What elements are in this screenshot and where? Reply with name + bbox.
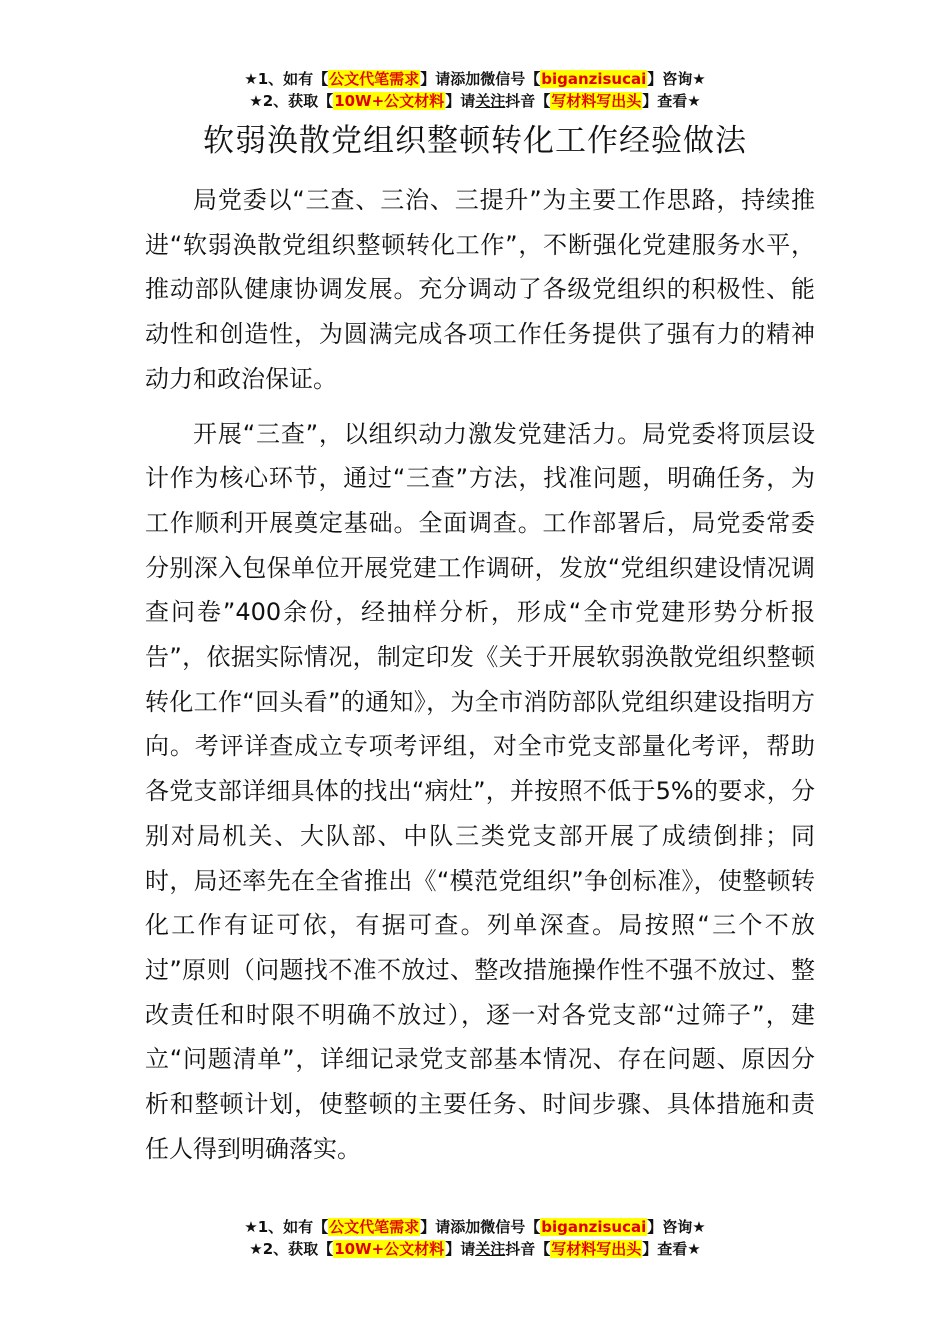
promo-highlight-materials: 10W+公文材料 [334, 92, 445, 110]
promo-highlight-wechat-id: biganzisucai [541, 70, 647, 88]
promo-highlight-materials: 10W+公文材料 [334, 1240, 445, 1258]
footer-promo-banner [0, 1216, 950, 1260]
promo-line-1 [0, 68, 950, 90]
promo-highlight-wechat-id: biganzisucai [541, 1218, 647, 1236]
paragraph: 开展“三查”，以组织动力激发党建活力。局党委将顶层设计作为核心环节，通过“三查”方法，找准问题，明确任务，为工作顺利开展奠定基础。全面调查。工作部署后，局党委常委分别深入包保单位开展党建工作调研，发放“党组织建设情况调查问卷”400余份，经抽样分析，形成“全市党建形势分析报告”，依据实际情况，制定印发《关于开展软弱涣散党组织整顿转化工作“回头看”的通知》，为全市消防部队党组织建设指明方向。考评详查成立专项考评组，对全市党支部量化考评，帮助各党支部详细具体的找出“病灶”，并按照不低于5%的要求，分别对局机关、大队部、中队三类党支部开展了成绩倒排；同时，局还率先在全省推出《“模范党组织”争创标准》，使整顿转化工作有证可依，有据可查。列单深查。局按照“三个不放过”原则（问题找不准不放过、整改措施操作性不强不放过、整改责任和时限不明确不放过），逐一对各党支部“过筛子”，建立“问题清单”，详细记录党支部基本情况、存在问题、原因分析和整顿计划，使整顿的主要任务、时间步骤、具体措施和责任人得到明确落实。 [145, 419, 815, 1163]
promo-text: 】请 [445, 1240, 476, 1258]
promo-text: 抖音【 [505, 1240, 551, 1258]
promo-text: 】咨询★ [647, 70, 706, 88]
promo-underlined-text: 关注 [475, 1240, 506, 1258]
promo-text: 】查看★ [642, 1240, 701, 1258]
header-promo-banner [0, 68, 950, 112]
promo-text: 】请添加微信号【 [420, 1218, 541, 1236]
promo-text: 】请 [445, 92, 476, 110]
promo-underlined-text: 关注 [475, 92, 506, 110]
promo-line-1 [0, 1216, 950, 1238]
promo-text: 抖音【 [505, 92, 551, 110]
promo-text: ★1、如有【 [244, 1218, 329, 1236]
promo-text: ★2、获取【 [249, 1240, 334, 1258]
promo-highlight-douyin: 写材料写出头 [551, 92, 642, 110]
promo-text: ★2、获取【 [249, 92, 334, 110]
document-body [145, 178, 815, 1171]
promo-highlight-service: 公文代笔需求 [329, 70, 420, 88]
promo-text: 】请添加微信号【 [420, 70, 541, 88]
promo-line-2 [0, 90, 950, 112]
promo-text: 】咨询★ [647, 1218, 706, 1236]
promo-highlight-service: 公文代笔需求 [329, 1218, 420, 1236]
promo-line-2 [0, 1238, 950, 1260]
promo-text: 】查看★ [642, 92, 701, 110]
promo-highlight-douyin: 写材料写出头 [551, 1240, 642, 1258]
document-title: 软弱涣散党组织整顿转化工作经验做法 [203, 123, 747, 159]
paragraph: 局党委以“三查、三治、三提升”为主要工作思路，持续推进“软弱涣散党组织整顿转化工作”，不断强化党建服务水平，推动部队健康协调发展。充分调动了各级党组织的积极性、能动性和创造性，为圆满完成各项工作任务提供了强有力的精神动力和政治保证。 [145, 186, 815, 393]
promo-text: ★1、如有【 [244, 70, 329, 88]
